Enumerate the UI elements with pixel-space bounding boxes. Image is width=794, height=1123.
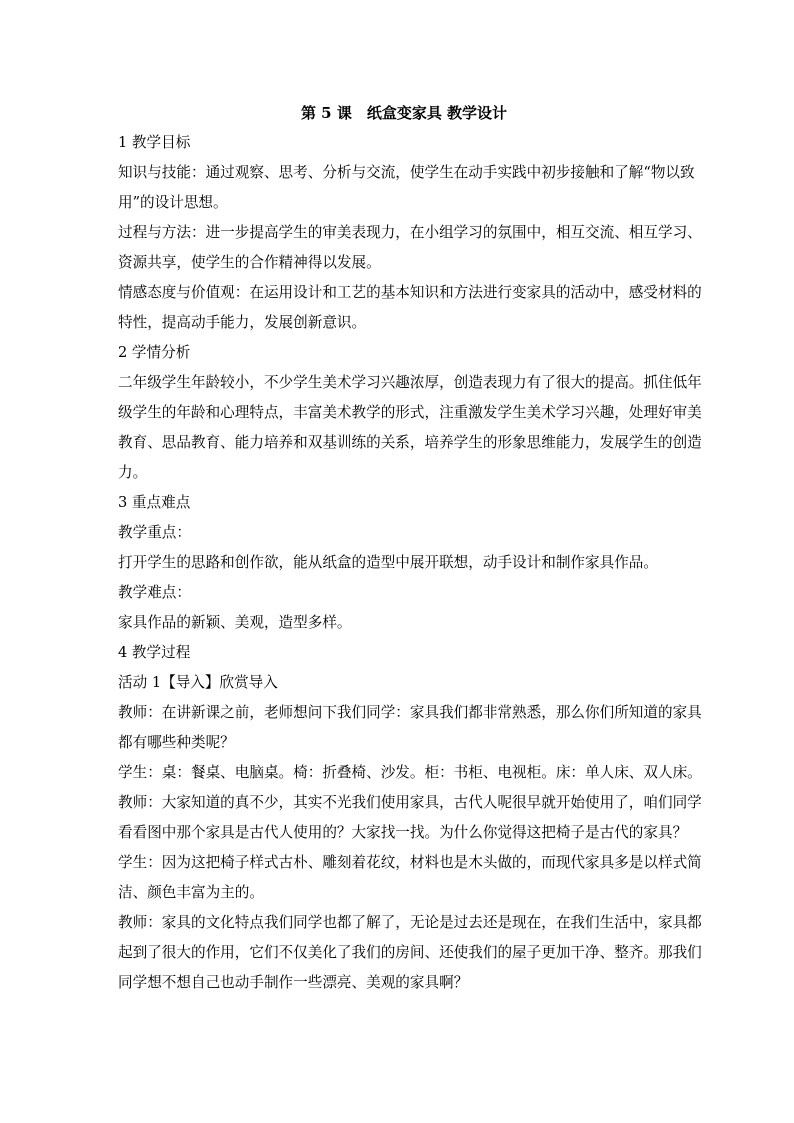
dialogue-teacher-3-line-2: 起到了很大的作用，它们不仅美化了我们的房间、还使我们的屋子更加干净、整齐。那我们 — [118, 944, 702, 961]
section-heading-objectives: 1 教学目标 — [118, 134, 191, 151]
key-point-label: 教学重点： — [118, 524, 191, 541]
analysis-line-3: 教育、思品教育、能力培养和双基训练的关系，培养学生的形象思维能力，发展学生的创造 — [118, 434, 702, 451]
difficulty-text: 家具作品的新颖、美观，造型多样。 — [118, 614, 352, 631]
dialogue-teacher-3-line-3: 同学想不想自己也动手制作一些漂亮、美观的家具啊？ — [118, 974, 469, 991]
dialogue-teacher-2-line-2: 看看图中那个家具是古代人使用的？大家找一找。为什么你觉得这把椅子是古代的家具？ — [118, 824, 688, 841]
objective-attitude-line-2: 特性，提高动手能力，发展创新意识。 — [118, 314, 367, 331]
document-title: 第 5 课 纸盒变家具 教学设计 — [300, 104, 508, 122]
document-body — [118, 98, 702, 998]
dialogue-teacher-2-line-1: 教师：大家知道的真不少，其实不光我们使用家具，古代人呢很早就开始使用了，咱们同学 — [118, 794, 702, 811]
objective-knowledge-line-2: 用”的设计思想。 — [118, 194, 228, 211]
objective-process-line-1: 过程与方法：进一步提高学生的审美表现力，在小组学习的氛围中，相互交流、相互学习、 — [118, 224, 702, 241]
difficulty-label: 教学难点： — [118, 584, 191, 601]
section-heading-process: 4 教学过程 — [118, 644, 191, 661]
dialogue-student-1-line-1: 学生：桌：餐桌、电脑桌。椅：折叠椅、沙发。柜：书柜、电视柜。床：单人床、双人床。 — [118, 764, 702, 781]
dialogue-student-2-line-2: 洁、颜色丰富为主的。 — [118, 884, 264, 901]
dialogue-teacher-1-line-1: 教师：在讲新课之前，老师想问下我们同学：家具我们都非常熟悉，那么你们所知道的家具 — [118, 704, 702, 721]
dialogue-teacher-1-line-2: 都有哪些种类呢？ — [118, 734, 235, 751]
section-heading-analysis: 2 学情分析 — [118, 344, 191, 361]
analysis-line-4: 力。 — [118, 464, 148, 481]
objective-process-line-2: 资源共享，使学生的合作精神得以发展。 — [118, 254, 381, 271]
objective-knowledge-line-1: 知识与技能：通过观察、思考、分析与交流，使学生在动手实践中初步接触和了解“物以致 — [118, 164, 695, 181]
key-point-text: 打开学生的思路和创作欲，能从纸盒的造型中展开联想，动手设计和制作家具作品。 — [118, 554, 658, 571]
dialogue-student-2-line-1: 学生：因为这把椅子样式古朴、雕刻着花纹，材料也是木头做的，而现代家具多是以样式简 — [118, 854, 702, 871]
dialogue-teacher-3-line-1: 教师：家具的文化特点我们同学也都了解了，无论是过去还是现在，在我们生活中，家具都 — [118, 914, 702, 931]
analysis-line-1: 二年级学生年龄较小，不少学生美术学习兴趣浓厚，创造表现力有了很大的提高。抓住低年 — [118, 374, 702, 391]
section-heading-key-points: 3 重点难点 — [118, 494, 191, 511]
activity-title: 活动 1【导入】欣赏导入 — [118, 674, 278, 691]
analysis-line-2: 级学生的年龄和心理特点，丰富美术教学的形式，注重激发学生美术学习兴趣，处理好审美 — [118, 404, 702, 421]
objective-attitude-line-1: 情感态度与价值观：在运用设计和工艺的基本知识和方法进行变家具的活动中，感受材料的 — [118, 284, 702, 301]
